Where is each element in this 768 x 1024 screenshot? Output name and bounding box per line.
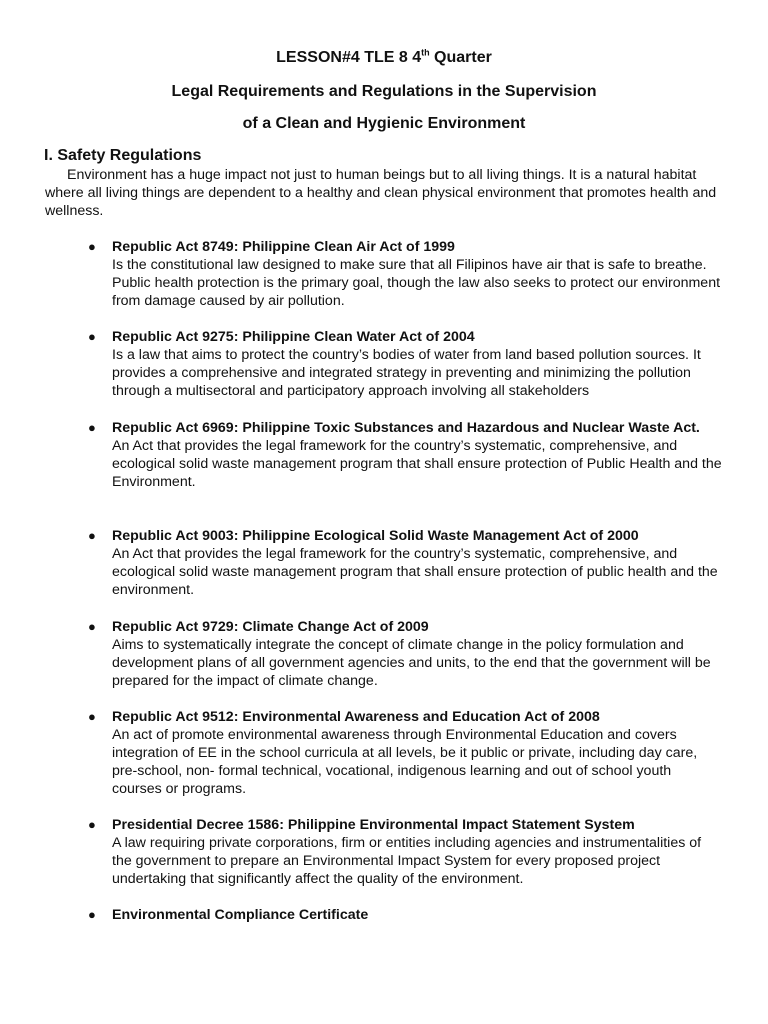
list-item-description: Is a law that aims to protect the country’s bodies of water from land based pollution sources. It provides a comprehensive and integrated strategy in preventing and minimizing the pollution through a multisectoral and participatory approach involving all stakeholders [112, 347, 701, 399]
bullet-icon: ● [88, 907, 96, 922]
list-item-title: Republic Act 9729: Climate Change Act of 2009 [112, 619, 429, 635]
list-item-title: Presidential Decree 1586: Philippine Environmental Impact Statement System [112, 817, 635, 833]
list-item [88, 708, 724, 798]
list-item-title: Republic Act 9275: Philippine Clean Water Act of 2004 [112, 329, 475, 345]
bullet-icon: ● [88, 817, 96, 832]
list-item [88, 816, 724, 888]
list-item [88, 906, 724, 924]
list-item-description: Aims to systematically integrate the concept of climate change in the policy formulation and development plans of all government agencies and units, to the end that the government will be prepared for the impact of climate change. [112, 637, 711, 689]
list-item [88, 419, 724, 491]
list-item-description: A law requiring private corporations, firm or entities including agencies and instrumentalities of the government to prepare an Environmental Impact System for every proposed project undertaking that significantly affect the quality of the environment. [112, 835, 702, 887]
list-item-title: Republic Act 9512: Environmental Awareness and Education Act of 2008 [112, 709, 600, 725]
list-item [88, 618, 724, 690]
lesson-title-main: LESSON#4 TLE 8 4 [276, 49, 422, 66]
list-item [88, 527, 724, 599]
lesson-subtitle-line1: Legal Requirements and Regulations in the Supervision [171, 83, 597, 100]
lesson-title-tail: Quarter [429, 49, 492, 66]
bullet-icon: ● [88, 709, 96, 724]
list-item-description: An Act that provides the legal framework for the country’s systematic, comprehensive, and ecological solid waste management program that shall ensure protection of Public Health and the Environment. [112, 438, 722, 490]
list-item-title: Republic Act 6969: Philippine Toxic Substances and Hazardous and Nuclear Waste Act. [112, 420, 700, 436]
list-item [88, 238, 724, 310]
list-item-description: Is the constitutional law designed to make sure that all Filipinos have air that is safe to breathe. Public health protection is the primary goal, though the law also seeks to protect our environment from damage caused by air pollution. [112, 257, 721, 309]
list-item-title: Environmental Compliance Certificate [112, 907, 369, 923]
section-heading: I. Safety Regulations [44, 147, 202, 164]
bullet-icon: ● [88, 528, 96, 543]
list-item [88, 328, 724, 400]
bullet-icon: ● [88, 619, 96, 634]
bullet-icon: ● [88, 329, 96, 344]
bullet-icon: ● [88, 239, 96, 254]
list-item-description: An Act that provides the legal framework for the country’s systematic, comprehensive, and ecological solid waste management program that shall ensure protection of public health and the environment. [112, 546, 718, 598]
list-item-title: Republic Act 8749: Philippine Clean Air Act of 1999 [112, 239, 455, 255]
list-item-title: Republic Act 9003: Philippine Ecological Solid Waste Management Act of 2000 [112, 528, 639, 544]
lesson-title-ordinal-suffix: th [421, 47, 430, 58]
bullet-icon: ● [88, 420, 96, 435]
intro-paragraph: Environment has a huge impact not just to human beings but to all living things. It is a natural habitat where all living things are dependent to a healthy and clean physical environment that promotes health and wellness. [45, 167, 717, 219]
lesson-subtitle-line2: of a Clean and Hygienic Environment [242, 115, 526, 132]
list-item-description: An act of promote environmental awareness through Environmental Education and covers integration of EE in the school curricula at all levels, be it public or private, including day care, pre-school, non- formal technical, vocational, indigenous learning and out of school youth courses or programs. [112, 727, 698, 797]
